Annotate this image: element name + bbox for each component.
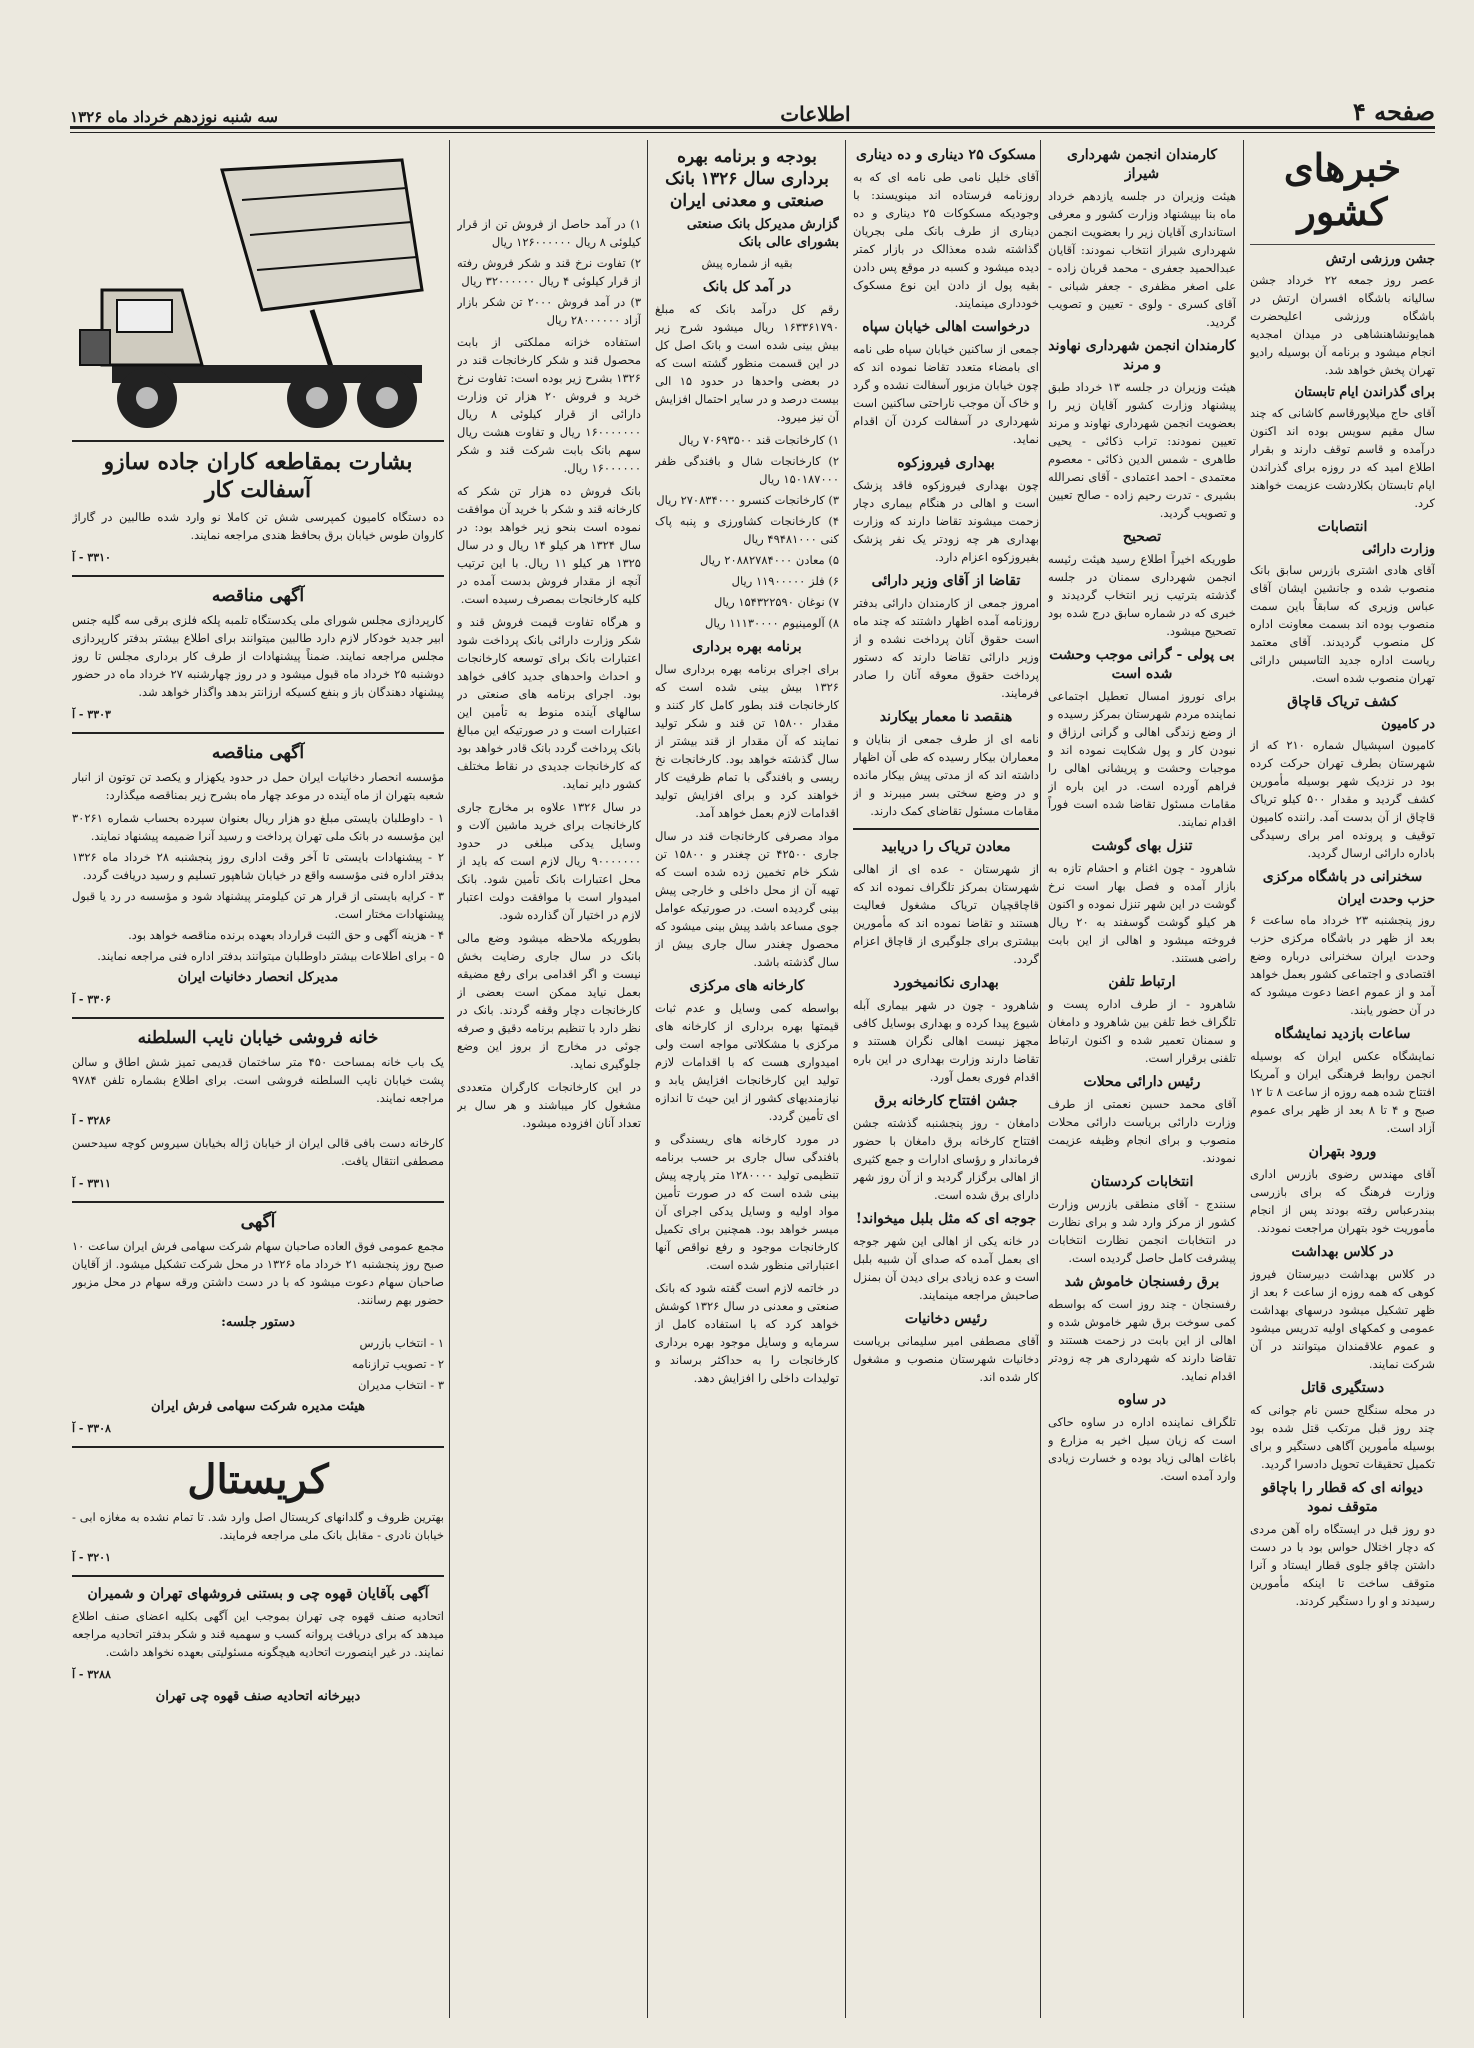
ad-title: آگهی بآقایان قهوه چی و بستنی فروشهای تهران و شمیران: [87, 1586, 429, 1602]
article-body: در کلاس بهداشت دبیرستان فیروز کوهی که همه روزه از ساعت ۶ بعد از ظهر تشکیل میشود درسهای بهداشت عمومی و کمکهای اولیه تدریس میشود و عموم علاقمندان میتوانند در آن شرکت نمایند.: [1250, 1267, 1435, 1371]
ad-code: ۳۳۰۳ - آ: [72, 708, 111, 721]
article-body: آقای محمد حسین نعمتی از طرف وزارت دارائی بریاست دارائی محلات منصوب و برای انجام وظیفه عزیمت نمودند.: [1048, 1097, 1236, 1165]
article-body: در سال ۱۳۲۶ علاوه بر مخارج جاری کارخانجات برای خرید ماشین آلات و وسایل یدکی مبلغی در حدود ۹۰۰۰۰۰۰۰ ریال لازم است که باید از محل اعتبارات بانک تأمین شود. بانک امیدوار است با موافقت دولت اعتبار لازم در اختیار آن گذارده شود.: [457, 800, 641, 922]
article-body: آقای خلیل نامی طی نامه ای که به روزنامه فرستاده اند مینویسند: با وجودیکه مسکوکات ۲۵ دیناری و ده دیناری از طرف بانک ملی بجریان گذاشته شده معذالک در بازار کمتر دیده میشود و کسبه در موقع پس دادن بقیه پول از دادن این نوع مسکوک خودداری مینمایند.: [853, 170, 1039, 310]
truck-illustration: [72, 140, 444, 442]
article-title: جشن ورزشی ارتش: [1325, 252, 1435, 267]
tender-conditions: [72, 809, 444, 965]
article-title: رئیس دارائی محلات: [1083, 1074, 1201, 1090]
article-title: بهداری فیروزکوه: [897, 455, 995, 471]
article-body: برای اجرای برنامه بهره برداری سال ۱۳۲۶ بیش بینی شده است که کارخانجات قند بطور کامل کار کنند و مقدار ۱۵۸۰۰ تن قند و شکر تولید نمایند که آن مقدار از قند بیشتر از سال گذشته خواهد بود. کارخانجات نخ ریسی و بافندگی با تمام ظرفیت کار خواهند کرد و برای افزایش تولید اقدامات لازم بعمل خواهد آمد.: [655, 662, 839, 820]
report-subtitle: گزارش مدیرکل بانک صنعتی بشورای عالی بانک: [686, 217, 839, 250]
article-body: عصر روز جمعه ۲۲ خرداد جشن سالیانه باشگاه افسران ارتش در باشگاه ورزشی اعلیحضرت همایونشاهنشاهی در میدان امجدیه انجام میشود و برنامه آن بوسیله رادیو تهران پخش خواهد شد.: [1250, 273, 1435, 377]
article-title: برق رفسنجان خاموش شد: [1064, 1274, 1220, 1290]
header-rule: [70, 132, 1435, 133]
article-title: کشف تریاک قاچاق: [1287, 694, 1398, 710]
section-title: برنامه بهره برداری: [692, 639, 802, 655]
report-title: بودجه و برنامه بهره برداری سال ۱۳۲۶ بانک صنعتی و معدنی ایران: [665, 147, 829, 211]
article-body: سنندج - آقای منطقی بازرس وزارت کشور از مرکز وارد شد و برای نظارت در انتخابات انجمن نظارت انتخابات پیشرفت کامل حاصل گردیده است.: [1048, 1197, 1236, 1265]
article-body: رقم کل درآمد بانک که مبلغ ۱۶۳۳۶۱۷۹۰ ریال میشود شرح زیر بیش بینی شده است و بانک اصل کل در این قسمت منظور گشته است که در بعضی واحدها در حدود ۱۵ الی بیست درصد و در سایر احتمال افزایش آن نیز میرود.: [655, 302, 839, 424]
column-news-of-country: [1250, 140, 1435, 2018]
list-item: ۲) کارخانجات شال و بافندگی ظفر ۱۵۰۱۸۷۰۰۰ ریال: [655, 454, 839, 486]
revenue-list: [457, 215, 641, 329]
article-title: جوجه ای که مثل بلبل میخواند!: [855, 1211, 1037, 1227]
article-body: در خاتمه لازم است گفته شود که بانک صنعتی و معدنی در سال ۱۳۲۶ کوشش خواهد کرد که با استفاده کامل از سرمایه و وسایل موجود بهره برداری کارخانجات را به حداکثر برساند و تولیدات داخلی را افزایش دهد.: [655, 1281, 839, 1385]
article-title: کارمندان انجمن شهرداری نهاوند و مرند: [1048, 338, 1236, 373]
article-body: هیئت وزیران در جلسه یازدهم خرداد ماه بنا بپیشنهاد وزارت کشور و معرفی استانداری آقایان زیر را بعضویت انجمن شهرداری شیراز انتخاب نمودند: آقایان عبدالحمید جعفری - محمد قربان زاده - علی اصغر مظفری - جعفر شبانی - آقای کسرى - ولوی - تعیین و تصویب گردید.: [1048, 189, 1236, 329]
column-bank-report: [655, 140, 839, 2018]
article-body: بواسطه کمی وسایل و عدم ثبات قیمتها بهره برداری از کارخانه های مرکزی با مشکلاتی مواجه است ولی امیدواری هست که با اقدامات لازم تولید این کارخانجات افزایش یابد و نیازمندیهای کشور از این حیث تا اندازه ای تأمین گردد.: [655, 1001, 839, 1123]
ad-code: ۳۲۸۸ - آ: [72, 1668, 111, 1681]
article-body: طوریکه اخیراً اطلاع رسید هیئت رئیسه انجمن شهرداری سمنان در جلسه گذشته بترتیب زیر انتخاب گردیدند و خبری که در شماره سابق درج شده بود تصحیح میشود.: [1048, 552, 1236, 638]
list-item: ۲ - پیشنهادات بایستی تا آخر وقت اداری روز پنجشنبه ۲۸ خرداد ماه ۱۳۲۶ بدفتر اداره فنی مؤسسه واقع در خیابان شاهپور تسلیم و رسید دریافت گردد.: [72, 850, 444, 882]
article-subtitle: وزارت دارائی: [1362, 542, 1435, 557]
article-body: از شهرستان - عده ای از اهالی شهرستان بمرکز تلگراف نموده اند که قاچاقچیان تریاک مشغول فعالیت هستند و تقاضا نموده اند که مأمورین بیشتری برای جلوگیری از قاچاق اعزام گردد.: [853, 862, 1039, 966]
list-item: ۷) نوغان ۱۵۴۳۲۲۵۹۰ ریال: [714, 595, 839, 609]
article-title: درخواست اهالی خیابان سپاه: [862, 319, 1030, 335]
list-item: ۵ - برای اطلاعات بیشتر داوطلبان میتوانند بدفتر اداره فنی مراجعه نمایند.: [97, 949, 444, 963]
list-item: ۳) در آمد فروش ۲۰۰۰ تن شکر بازار آزاد ۲۸۰۰۰۰۰۰ ریال: [457, 295, 641, 327]
list-item: ۴ - هزینه آگهی و حق الثبت قرارداد بعهده برنده مناقصه خواهد بود.: [128, 928, 444, 942]
ad-body: بهترین ظروف و گلدانهای کریستال اصل وارد شد. تا تمام نشده به مغازه ابی - خیابان نادری - مقابل بانک ملی مراجعه فرمایند.: [72, 1510, 444, 1542]
article-body: کامیون اسپشیال شماره ۲۱۰ که از شهرستان بطرف تهران حرکت کرده بود در نزدیک شهر بوسیله مأمورین کشف گردید و مقدار ۵۰۰ کیلو تریاک قاچاق از آن بدست آمد. راننده کامیون توقیف و پرونده امر برای رسیدگی باداره دارائی ارسال گردید.: [1250, 738, 1435, 860]
ad-code: ۳۳۱۱ - آ: [72, 1177, 111, 1190]
article-body: شاهرود - چون اغنام و احشام تازه به بازار آمده و فصل بهار است نرخ گوشت در این شهر تنزل نموده و اکنون هر کیلو گوشت گوسفند به ۲۰ ریال فروخته میشود و اهالی از این بابت راضی هستند.: [1048, 861, 1236, 965]
ad-code: ۳۳۱۰ - آ: [72, 551, 111, 564]
article-body: تلگراف نماینده اداره در ساوه حاکی است که زیان سیل اخیر به مزارع و باغات اهالی زیاد بوده و خسارت زیادی وارد آمده است.: [1048, 1415, 1236, 1483]
ad-title: آگهی مناقصه: [211, 586, 305, 606]
article-title: ساعات بازدید نمایشگاه: [1274, 1026, 1411, 1042]
column-rule: [647, 140, 648, 2018]
ad-title: آگهی مناقصه: [211, 743, 305, 763]
agenda-title: دستور جلسه:: [221, 1315, 295, 1330]
ad-body: یک باب خانه بمساحت ۴۵۰ متر ساختمان قدیمی تمیز شش اطاق و سالن پشت خیابان نایب السلطنه فروشی است. برای اطلاع بشماره تلفن ۹۷۸۴ مراجعه نمایند.: [72, 1055, 444, 1105]
article-title: برای گذراندن ایام تابستان: [1294, 385, 1435, 400]
list-item: ۴) کارخانجات کشاورزی و پنبه پاک کنی ۴۹۴۸۱۰۰۰ ریال: [655, 514, 839, 546]
column-2: [1048, 140, 1236, 2018]
article-title: تنزل بهای گوشت: [1091, 838, 1193, 854]
article-body: در محله سنگلج حسن نام جوانی که چند روز قبل مرتکب قتل شده بود بوسیله مأمورین آگاهی دستگیر و برای تکمیل تحقیقات تحویل دادسرا گردید.: [1250, 1403, 1435, 1471]
column-rule: [449, 140, 450, 2018]
article-body: بطوریکه ملاحظه میشود وضع مالی بانک در سال جاری رضایت بخش نیست و اگر اقدامی برای رفع مضیقه بعمل نیاید ممکن است بعضی از کارخانجات دچار وقفه گردند. بانک در نظر دارد با تنظیم برنامه دقیق و صرفه جوئی در مخارج از بروز این وضع جلوگیری نماید.: [457, 931, 641, 1071]
article-body: رفسنجان - چند روز است که بواسطه کمی سوخت برق شهر خاموش شده و اهالی از این بابت در زحمت هستند و تقاضا دارند که شهرداری هر چه زودتر اقدام نماید.: [1048, 1297, 1236, 1383]
column-advertisements: [72, 140, 444, 2018]
ad-body: اتحادیه صنف قهوه چی تهران بموجب این آگهی بکلیه اعضای صنف اطلاع میدهد که برای دریافت پروانه کسب و سهمیه قند و شکر بدفتر اتحادیه مراجعه نمایند. در غیر اینصورت اتحادیه هیچگونه مسئولیتی بعهده نخواهد داشت.: [72, 1609, 444, 1659]
article-body: استفاده خزانه مملکتی از بابت محصول قند و شکر کارخانجات قند در ۱۳۲۶ بشرح زیر بوده است: تفاوت نرخ خرید و فروش ۲۰ هزار تن وزارت دارائی از قرار کیلوئی ۸ ریال ۱۶۰۰۰۰۰۰۰ ریال و تفاوت هشت ریال سهم بانک بابت شرکت قند و شکر ۱۶۰۰۰۰۰۰ ریال.: [457, 335, 641, 475]
article-body: نمایشگاه عکس ایران که بوسیله انجمن روابط فرهنگی ایران و آمریکا افتتاح شده همه روزه از ساعت ۸ تا ۱۲ صبح و ۴ تا ۸ بعد از ظهر برای عموم آزاد است.: [1250, 1049, 1435, 1135]
list-item: ۲ - تصویب ترازنامه: [352, 1357, 444, 1371]
article-title: رئیس دخانیات: [904, 1311, 988, 1327]
list-item: ۱ - داوطلبان بایستی مبلغ دو هزار ریال بعنوان سپرده بحساب شماره ۳۰۲۶۱ این مؤسسه در بانک ملی تهران پرداخت و رسید آنرا ضمیمه پیشنهاد نمایند.: [72, 811, 444, 843]
article-title: بهداری نکانمیخورد: [893, 975, 999, 991]
truck-ad-title: بشارت بمقاطعه کاران جاده سازو آسفالت کار: [103, 449, 413, 503]
article-title: مسکوک ۲۵ دیناری و ده دیناری: [856, 147, 1036, 163]
section-title: خبرهای کشور: [1283, 145, 1402, 234]
dump-truck-icon: [72, 140, 444, 440]
section-title: در آمد کل بانک: [702, 279, 792, 295]
article-body: و هرگاه تفاوت قیمت فروش قند و شکر وزارت دارائی بانک پرداخت شود اعتبارات بانک برای توسعه کارخانجات و احداث واحدهای جدید کافی خواهد بود. اجرای برنامه های صنعتی در سالهای آینده منوط به تأمین این اعتبارات است و در صورتیکه این مبالغ بانک پرداخت گردد بانک قادر خواهد بود که کارخانجات جدیدی در نقاط مختلف کشور دایر نماید.: [457, 615, 641, 791]
ad-body: مجمع عمومی فوق العاده صاحبان سهام شرکت سهامی فرش ایران ساعت ۱۰ صبح روز پنجشنبه ۲۱ خرداد ماه ۱۳۲۶ در محل شرکت تشکیل میشود. از آقایان صاحبان سهام دعوت میشود که با در دست داشتن ورقه سهام در محل مزبور حضور بهم رسانند.: [72, 1239, 444, 1307]
ad-body: مؤسسه انحصار دخانیات ایران حمل در حدود یکهزار و یکصد تن توتون از انبار شعبه بتهران از ماه آینده در موعد چهار ماه بشرح زیر بمناقصه میگذارد:: [72, 770, 444, 802]
article-subtitle: حزب وحدت ایران: [1337, 892, 1435, 907]
article-title: انتصابات: [1317, 519, 1368, 535]
list-item: ۱ - انتخاب بازرس: [359, 1336, 444, 1350]
list-item: ۳ - کرایه بایستی از قرار هر تن کیلومتر پیشنهاد شود و مؤسسه در رد یا قبول پیشنهادات مختار است.: [72, 889, 444, 921]
list-item: ۱) در آمد حاصل از فروش تن از قرار کیلوئی ۸ ریال ۱۲۶۰۰۰۰۰۰ ریال: [457, 217, 641, 249]
column-bank-report-cont: [457, 215, 641, 2018]
article-body: آقای مصطفی امیر سلیمانی بریاست دخانیات شهرستان منصوب و مشغول کار شده اند.: [853, 1334, 1039, 1384]
list-item: ۳) کارخانجات کنسرو ۲۷۰۸۳۴۰۰۰ ریال: [656, 493, 839, 507]
article-body: هیئت وزیران در جلسه ۱۳ خرداد طبق پیشنهاد وزارت کشور آقایان زیر را بعضویت انجمن شهرداری نهاوند و مرند تعیین نمودند: تراب ذکائی - یحیی طاهری - شمس الدین ذکائی - معصوم معتمدی - احمد اعتمادی - آقای نصرالله بشیری - تدرت رحیم زاده - صالح تعیین و تصویب گردید.: [1048, 380, 1236, 520]
column-3: [853, 140, 1039, 2018]
column-rule: [845, 140, 846, 2018]
article-title: ارتباط تلفن: [1108, 974, 1176, 990]
ad-body: کارخانه دست بافی قالی ایران از خیابان ژاله بخیابان سیروس کوچه سیدحسن مصطفی انتقال یافت.: [72, 1136, 444, 1168]
article-title: دستگیری قاتل: [1300, 1380, 1385, 1396]
agenda-list: [72, 1334, 444, 1394]
article-title: تصحیح: [1122, 529, 1162, 545]
section-title: کارخانه های مرکزی: [689, 978, 805, 994]
ad-code: ۳۳۰۶ - آ: [72, 993, 111, 1006]
ad-body: کارپردازی مجلس شورای ملی یکدستگاه تلمبه پلکه فلزی برقی سه گلیه جنس ابیر جدید خودکار لازم دارد طالبین میتوانند برای اطلاع بیشتر بدفتر کارپردازی مجلس مراجعه نمایند. ضمناً پیشنهادات از طرف کار برداری مجلس تا روز دوشنبه ۲۵ خرداد ماه قبول میشود و در روز چهارشنبه ۲۷ خرداد ماه در حضور پیشنهاد دهندگان باز و بنفع کسیکه ارزانتر بدهد واگذار خواهد شد.: [72, 613, 444, 699]
article-body: مواد مصرفی کارخانجات قند در سال جاری ۴۲۵۰۰ تن چغندر و ۱۵۸۰۰ تن شکر خام تخمین زده شده است که تهیه آن از محل داخلی و خارجی پیش بینی گردیده است. در صورتیکه عوامل جوی مساعد باشد پیش بینی میشود که محصول چغندر سال جاری بیش از سال گذشته باشد.: [655, 829, 839, 969]
article-title: بی پولی - گرانی موجب وحشت شده است: [1049, 647, 1235, 682]
truck-ad-body: ده دستگاه کامیون کمپرسی شش تن کاملا نو وارد شده طالبین در گاراژ کاروان طوس خیابان برق بحافظ هندی مراجعه نمایند.: [72, 510, 444, 542]
ad-title: خانه فروشی خیابان نایب السلطنه: [137, 1028, 379, 1048]
article-title: انتخابات کردستان: [1090, 1174, 1194, 1190]
page-header: [70, 92, 1435, 129]
article-body: دامغان - روز پنجشنبه گذشته جشن افتتاح کارخانه برق دامغان با حضور فرماندار و رؤسای ادارات و جمع کثیری از اهالی برگزار گردید و از آن روز شهر دارای برق شده است.: [853, 1116, 1039, 1202]
list-item: ۶) فلز ۱۱۹۰۰۰۰۰ ریال: [731, 574, 839, 588]
article-body: شاهرود - از طرف اداره پست و تلگراف خط تلفن بین شاهرود و دامغان و سمنان تعمیر شده و اکنون ارتباط تلفنی برقرار است.: [1048, 997, 1236, 1065]
article-body: در مورد کارخانه های ریسندگی و بافندگی سال جاری بر حسب برنامه تنظیمی تولید ۱۲۸۰۰۰۰ متر پارچه پیش بینی شده است که در صورت تأمین مواد اولیه و وسایل یدکی اجرای آن میسر خواهد بود. همچنین برای تکمیل کارخانجات موجود و رفع نواقص آنها اعتباراتی منظور شده است.: [655, 1132, 839, 1272]
article-body: چون بهداری فیروزکوه فاقد پزشک است و اهالی در هنگام بیماری دچار زحمت میشوند تقاضا دارند که وزارت بهداری هر چه زودتر یک نفر پزشک بفیروزکوه اعزام دارد.: [853, 478, 1039, 564]
article-subtitle: در کامیون: [1381, 717, 1435, 732]
list-item: ۲) تفاوت نرخ قند و شکر فروش رفته از قرار کیلوئی ۴ ریال ۳۲۰۰۰۰۰۰ ریال: [457, 256, 641, 288]
list-item: ۵) معادن ۲۰۸۸۲۷۸۴۰۰۰ ریال: [700, 553, 839, 567]
issue-date: سه شنبه نوزدهم خرداد ماه ۱۳۲۶: [70, 108, 278, 126]
article-title: معادن تریاک را دریابید: [881, 839, 1011, 855]
article-body: در خانه یکی از اهالی این شهر جوجه ای بعمل آمده که صدای آن شبیه بلبل است و عده زیادی برای دیدن آن بمنزل صاحبش مراجعه مینمایند.: [853, 1234, 1039, 1302]
article-body: نامه ای از طرف جمعی از بنایان و معماران بیکار رسیده که طی آن اظهار داشته اند که از مدتی پیش بیکار مانده و در وضع سختی بسر میبرند و از مقامات مسئول تقاضای کمک دارند.: [853, 732, 1039, 818]
income-list: [655, 431, 839, 632]
article-body: جمعی از ساکنین خیابان سپاه طی نامه ای بامضاء متعدد تقاضا نموده اند که چون خیابان مزبور آسفالت نشده و گرد و خاک آن موجب ناراحتی ساکنین است شهرداری در آسفالت کردن آن اقدام نماید.: [853, 342, 1039, 446]
ad-code: ۳۲۸۶ - آ: [72, 1114, 111, 1127]
article-title: در کلاس بهداشت: [1291, 1244, 1394, 1260]
ad-signature: دبیرخانه اتحادیه صنف قهوه چی تهران: [155, 1689, 361, 1704]
list-item: ۱) کارخانجات قند ۷۰۶۹۳۵۰۰ ریال: [678, 433, 839, 447]
article-body: در این کارخانجات کارگران متعددی مشغول کار میباشند و هر سال بر تعداد آنان افزوده میشود.: [457, 1080, 641, 1130]
article-body: آقای مهندس رضوی بازرس اداری وزارت فرهنگ که برای بازرسی ببندرعباس رفته بودند پس از انجام مأموریت خود بتهران مراجعت نمودند.: [1250, 1167, 1435, 1235]
ad-code: ۳۲۰۱ - آ: [72, 1551, 111, 1564]
article-body: آقای هادی اشتری بازرس سابق بانک منصوب شده و جانشین ایشان آقای عباس وزیری که سابقاً باین سمت منصوب بوده اند بسمت معاونت اداره کل منصوب گردیدند. آقای معتمد ریاست اداره جدید التاسیس دارائی تهران منصوب شده است.: [1250, 563, 1435, 685]
article-body: برای نوروز امسال تعطیل اجتماعی نماینده مردم شهرستان بمرکز رسیده و از وضع زندگی اهالی و گرانی ارزاق و نبودن کار و پول شکایت نموده اند و موجبات وحشت و پریشانی اهالی را فراهم آورده است. در این باره از مقامات مسئول تقاضا شده است فوراً اقدام نمایند.: [1048, 689, 1236, 829]
article-body: شاهرود - چون در شهر بیماری آبله شیوع پیدا کرده و بهداری بوسایل کافی مجهز نیست اهالی نگران هستند و تقاضا دارند وزارت بهداری در این باره اقدام فوری بعمل آورد.: [853, 998, 1039, 1084]
article-title: دیوانه ای که قطار را باچاقو متوقف نمود: [1262, 1480, 1423, 1515]
article-title: در ساوه: [1118, 1392, 1166, 1408]
article-body: امروز جمعی از کارمندان دارائی بدفتر روزنامه آمده اظهار داشتند که چند ماه است حقوق آنان پرداخت نشده و از وزیر دارائی تقاضا دارند که دستور پرداخت حقوق معوقه آنان را صادر فرمایند.: [853, 596, 1039, 700]
article-body: روز پنجشنبه ۲۳ خرداد ماه ساعت ۶ بعد از ظهر در باشگاه مرکزی حزب وحدت ایران سخنرانی درباره وضع اقتصادی و اجتماعی کشور بعمل خواهد آمد و از عموم اعضا دعوت میشود که در آن حضور یابند.: [1250, 913, 1435, 1017]
article-title: ورود بتهران: [1308, 1144, 1377, 1160]
article-title: کارمندان انجمن شهرداری شیراز: [1066, 147, 1217, 182]
article-title: تقاضا از آقای وزیر دارائی: [871, 573, 1021, 589]
report-note: بقیه از شماره پیش: [701, 256, 793, 270]
article-body: آقای حاج میلاپورقاسم کاشانی که چند سال مقیم سویس بوده اند اکنون درآمده و قاسم توقف دارند و بقرار اطلاع امید که در روزه برای گذراندن ایام تابستان بکلاردشت عزیمت خواهند کرد.: [1250, 406, 1435, 510]
list-item: ۸) آلومینیوم ۱۱۱۳۰۰۰۰ ریال: [705, 616, 839, 630]
crystal-ad-title: کریستال: [187, 1456, 329, 1503]
ad-signature: مدیرکل انحصار دخانیات ایران: [177, 970, 339, 985]
column-rule: [1040, 140, 1041, 2018]
article-title: جشن افتتاح کارخانه برق: [874, 1093, 1018, 1109]
article-body: بانک فروش ده هزار تن شکر که کارخانه قند و شکر با خرید آن موافقت نموده است بنحو زیر خواهد بود: در سال ۱۳۲۴ هر کیلو ۱۴ ریال و در سال ۱۳۲۵ هر کیلو ۱۱ ریال. با این ترتیب آنچه از مقدار فروش بدست آمده در کلیه کارخانجات بمصرف رسیده است.: [457, 484, 641, 606]
ad-title: آگهی: [240, 1212, 276, 1232]
page-number: صفحه ۴: [1352, 97, 1435, 126]
article-title: هنقصد نا معمار بیکارند: [879, 709, 1013, 725]
article-body: دو روز قبل در ایستگاه راه آهن مردی که دچار اختلال حواس بود با در دست داشتن چاقو جلوی قطار ایستاد و آنرا متوقف ساخت تا اینکه مأمورین رسیدند و او را دستگیر کردند.: [1250, 1522, 1435, 1608]
article-title: سخنرانی در باشگاه مرکزی: [1262, 869, 1423, 885]
column-rule: [1243, 140, 1244, 2018]
ad-code: ۳۳۰۸ - آ: [72, 1422, 111, 1435]
newspaper-name: اطلاعات: [780, 102, 851, 126]
list-item: ۳ - انتخاب مدیران: [357, 1378, 444, 1392]
ad-signature: هیئت مدیره شرکت سهامی فرش ایران: [151, 1399, 365, 1414]
